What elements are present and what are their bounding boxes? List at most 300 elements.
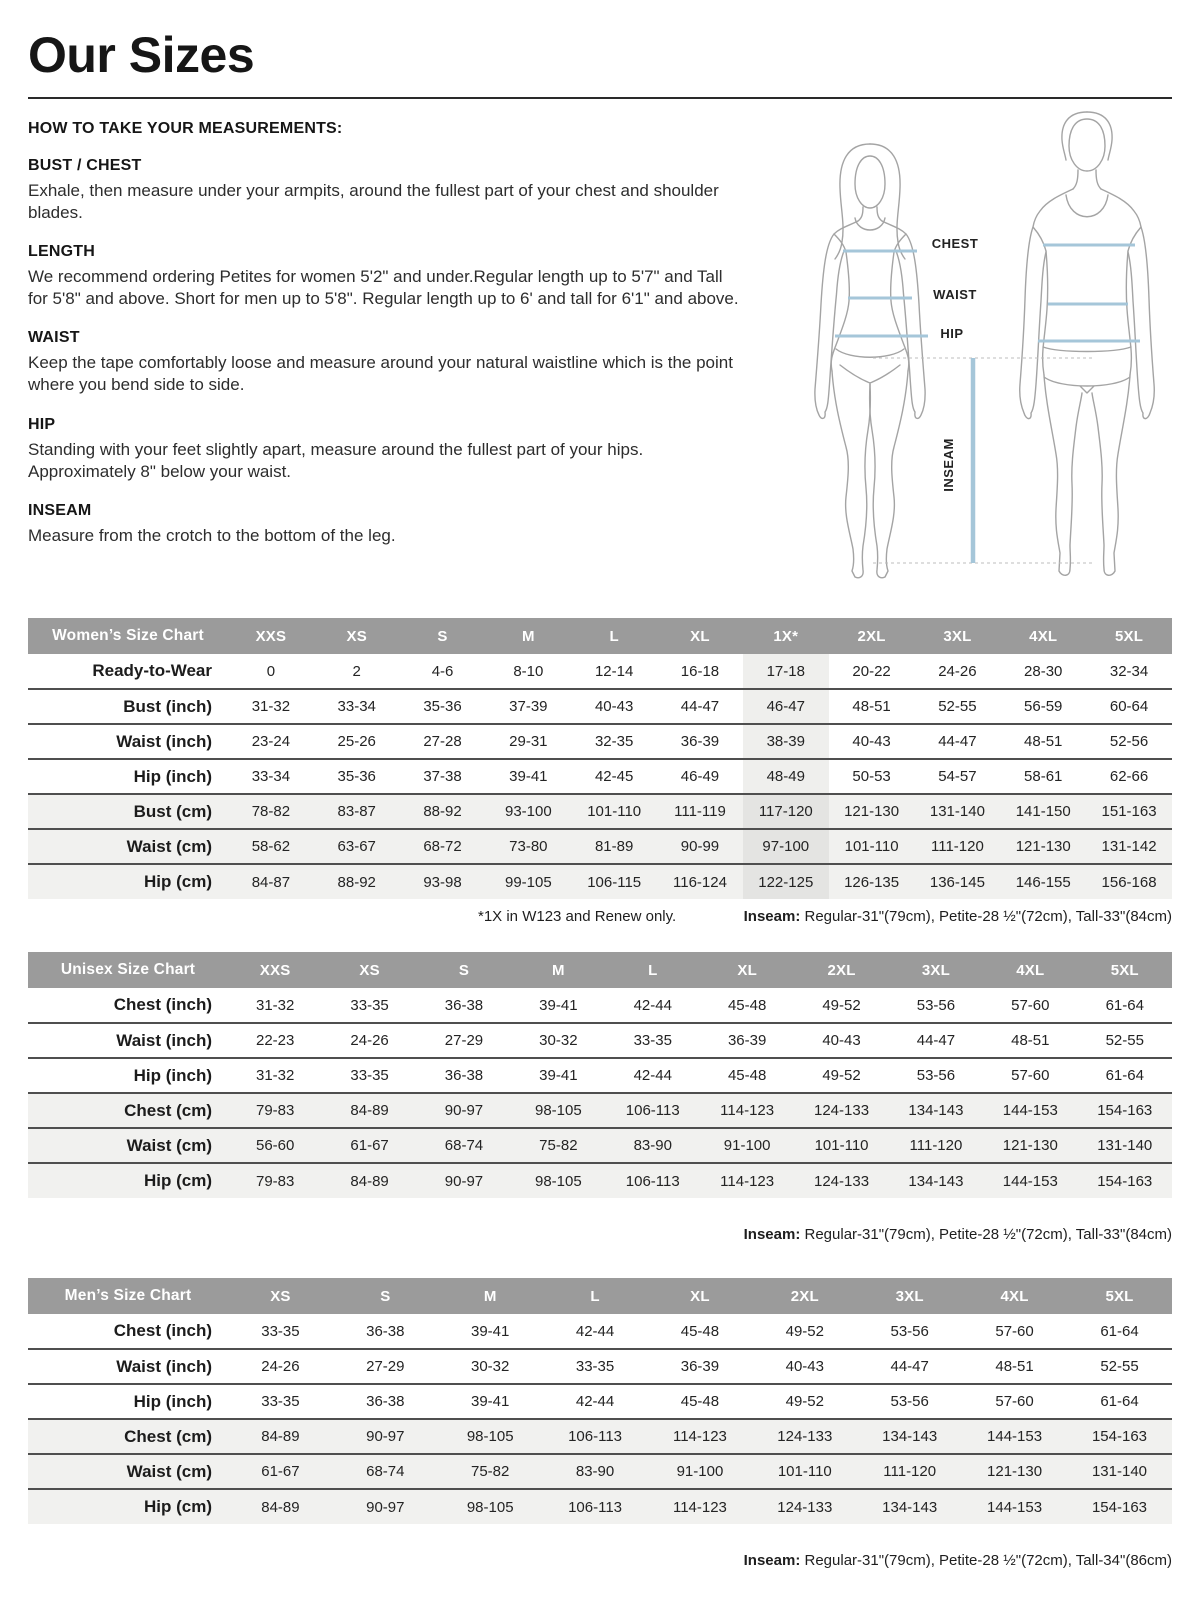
size-cell: 114-123 <box>648 1489 753 1524</box>
size-cell: 33-34 <box>337 698 376 715</box>
size-cell: 144-153 <box>962 1419 1067 1454</box>
row-label: Hip (cm) <box>28 864 228 899</box>
size-cell: 62-66 <box>1109 768 1149 785</box>
size-cell: 30-32 <box>539 1032 578 1049</box>
size-cell: 27-29 <box>444 1032 484 1049</box>
section-body: We recommend ordering Petites for women 5'2" and under.Regular length up to 5'7" and Tall for 5'8" and above. Short for men up to 5'8". Regular length up to 6' and tall for 6'1" and above. <box>28 267 739 309</box>
size-column-header: 3XL <box>889 952 983 988</box>
size-cell: 106-113 <box>543 1489 648 1524</box>
size-column-header: M <box>485 618 571 654</box>
size-cell: 49-52 <box>822 996 861 1014</box>
size-cell: 111-120 <box>857 1454 962 1489</box>
table-row <box>28 1454 1172 1489</box>
size-column-header: XL <box>657 618 743 654</box>
size-cell: 40-43 <box>852 733 891 750</box>
size-cell: 57-60 <box>1011 1067 1050 1084</box>
inseam-label: INSEAM <box>941 438 956 492</box>
size-cell: 93-100 <box>485 794 571 829</box>
inseam-footnote-label: Inseam: <box>743 908 801 925</box>
size-cell: 44-47 <box>938 733 977 750</box>
size-cell: 79-83 <box>228 1163 322 1198</box>
row-label: Hip (inch) <box>133 1391 212 1411</box>
size-cell: 33-35 <box>350 1067 389 1084</box>
table-row <box>28 759 1172 794</box>
size-cell: 90-97 <box>333 1489 438 1524</box>
size-cell: 0 <box>266 662 276 680</box>
size-cell: 91-100 <box>700 1128 794 1163</box>
size-cell: 75-82 <box>438 1454 543 1489</box>
table-row <box>28 724 1172 759</box>
size-cell: 146-155 <box>1000 864 1086 899</box>
section-body: Exhale, then measure under your armpits, around the fullest part of your chest and shoulder blades. <box>28 181 719 223</box>
size-cell: 53-56 <box>890 1393 929 1410</box>
table-title: Men’s Size Chart <box>28 1278 228 1314</box>
row-label: Chest (cm) <box>28 1419 228 1454</box>
size-cell: 50-53 <box>852 768 891 785</box>
row-label: Chest (inch) <box>113 995 212 1014</box>
size-column-header: S <box>417 952 511 988</box>
row-label: Waist (cm) <box>28 829 228 864</box>
size-cell: 101-110 <box>829 829 915 864</box>
table-row <box>28 1128 1172 1163</box>
size-cell: 61-64 <box>1100 1393 1139 1410</box>
size-column-header: L <box>543 1278 648 1314</box>
size-cell: 141-150 <box>1000 794 1086 829</box>
table-row <box>28 1163 1172 1198</box>
size-cell: 61-64 <box>1105 1067 1144 1084</box>
size-cell: 24-26 <box>938 662 977 680</box>
size-cell: 48-49 <box>743 759 829 794</box>
size-cell: 61-67 <box>322 1128 416 1163</box>
size-cell: 30-32 <box>471 1358 510 1375</box>
size-cell: 49-52 <box>822 1067 861 1084</box>
size-cell: 49-52 <box>785 1393 824 1410</box>
instructions-heading: HOW TO TAKE YOUR MEASUREMENTS: <box>28 120 343 137</box>
size-cell: 24-26 <box>350 1032 389 1049</box>
size-cell: 31-32 <box>256 1067 295 1084</box>
size-cell: 22-23 <box>256 1032 295 1049</box>
table-row <box>28 1384 1172 1419</box>
size-cell: 48-51 <box>995 1358 1034 1375</box>
size-cell: 36-38 <box>444 1067 484 1084</box>
size-cell: 53-56 <box>890 1322 929 1340</box>
size-cell: 37-39 <box>509 698 548 715</box>
size-cell: 68-74 <box>333 1454 438 1489</box>
size-cell: 68-72 <box>400 829 486 864</box>
size-cell: 84-89 <box>322 1093 416 1128</box>
unisex-size-chart-table <box>28 952 1172 1198</box>
size-cell: 36-39 <box>680 733 720 750</box>
table-row <box>28 689 1172 724</box>
waist-label: WAIST <box>933 287 977 302</box>
size-column-header: 2XL <box>794 952 888 988</box>
size-cell: 90-97 <box>333 1419 438 1454</box>
size-cell: 33-35 <box>261 1393 300 1410</box>
size-cell: 114-123 <box>700 1163 794 1198</box>
row-label: Bust (cm) <box>28 794 228 829</box>
size-column-header: 5XL <box>1086 618 1172 654</box>
size-column-header: L <box>571 618 657 654</box>
table-row <box>28 1489 1172 1524</box>
size-cell: 83-90 <box>543 1454 648 1489</box>
size-cell: 48-51 <box>1011 1032 1050 1049</box>
size-cell: 134-143 <box>857 1489 962 1524</box>
row-label: Ready-to-Wear <box>92 661 212 680</box>
size-cell: 63-67 <box>314 829 400 864</box>
size-column-header: XS <box>322 952 416 988</box>
size-cell: 61-67 <box>228 1454 333 1489</box>
row-label: Chest (inch) <box>113 1321 212 1340</box>
size-cell: 144-153 <box>962 1489 1067 1524</box>
size-column-header: 1X* <box>743 618 829 654</box>
table-row <box>28 1058 1172 1093</box>
size-cell: 144-153 <box>983 1163 1077 1198</box>
size-column-header: 5XL <box>1078 952 1172 988</box>
size-cell: 116-124 <box>657 864 743 899</box>
section-title: BUST / CHEST <box>28 157 142 174</box>
row-label: Chest (cm) <box>28 1093 228 1128</box>
size-cell: 46-49 <box>680 768 720 785</box>
size-cell: 20-22 <box>852 662 891 680</box>
size-cell: 33-35 <box>575 1358 615 1375</box>
row-label: Waist (inch) <box>116 731 212 751</box>
table-title: Women’s Size Chart <box>28 618 228 654</box>
row-label: Hip (cm) <box>28 1163 228 1198</box>
size-cell: 122-125 <box>743 864 829 899</box>
size-cell: 154-163 <box>1067 1489 1172 1524</box>
unisex-inseam-footnote <box>744 1226 1172 1243</box>
size-cell: 40-43 <box>822 1032 861 1049</box>
size-cell: 53-56 <box>916 1067 956 1084</box>
size-cell: 38-39 <box>743 724 829 759</box>
table-row <box>28 654 1172 689</box>
size-cell: 57-60 <box>1011 996 1050 1014</box>
size-cell: 90-97 <box>417 1093 511 1128</box>
size-column-header: XS <box>228 1278 333 1314</box>
size-cell: 124-133 <box>794 1093 888 1128</box>
inseam-footnote-label: Inseam: <box>743 1552 801 1569</box>
size-cell: 39-41 <box>471 1393 510 1410</box>
row-label: Hip (inch) <box>133 766 212 786</box>
size-cell: 44-47 <box>890 1358 929 1375</box>
size-cell: 48-51 <box>852 698 891 715</box>
size-cell: 98-105 <box>438 1489 543 1524</box>
inseam-footnote-text: Regular-31"(79cm), Petite-28 ½"(72cm), Tall-33"(84cm) <box>800 1226 1172 1243</box>
table-row <box>28 1419 1172 1454</box>
size-cell: 56-60 <box>228 1128 322 1163</box>
female-figure <box>815 144 925 578</box>
size-column-header: XS <box>314 618 400 654</box>
instruction-section-waist <box>28 329 746 396</box>
size-column-header: S <box>333 1278 438 1314</box>
size-cell: 121-130 <box>829 794 915 829</box>
size-cell: 35-36 <box>337 768 376 785</box>
size-cell: 58-62 <box>228 829 314 864</box>
size-cell: 111-120 <box>915 829 1001 864</box>
table-row <box>28 1023 1172 1058</box>
size-cell: 81-89 <box>571 829 657 864</box>
row-label: Waist (inch) <box>116 1356 212 1376</box>
size-cell: 117-120 <box>743 794 829 829</box>
row-label: Waist (inch) <box>116 1030 212 1050</box>
size-cell: 49-52 <box>785 1322 824 1340</box>
size-cell: 29-31 <box>509 733 548 750</box>
body-figures-illustration <box>770 108 1162 590</box>
size-cell: 126-135 <box>829 864 915 899</box>
womens-inseam-footnote <box>744 908 1172 925</box>
size-cell: 53-56 <box>916 996 956 1014</box>
womens-size-chart-table <box>28 618 1172 899</box>
size-cell: 75-82 <box>511 1128 605 1163</box>
size-cell: 136-145 <box>915 864 1001 899</box>
size-cell: 124-133 <box>794 1163 888 1198</box>
size-cell: 31-32 <box>256 996 295 1014</box>
size-cell: 144-153 <box>983 1093 1077 1128</box>
size-cell: 36-39 <box>680 1358 720 1375</box>
size-cell: 101-110 <box>752 1454 857 1489</box>
male-figure <box>1020 112 1155 575</box>
size-cell: 73-80 <box>485 829 571 864</box>
size-cell: 8-10 <box>513 662 544 680</box>
size-cell: 101-110 <box>794 1128 888 1163</box>
size-column-header: 4XL <box>983 952 1077 988</box>
size-cell: 36-39 <box>727 1032 767 1049</box>
size-cell: 83-87 <box>314 794 400 829</box>
size-cell: 40-43 <box>594 698 634 715</box>
size-cell: 151-163 <box>1086 794 1172 829</box>
size-cell: 121-130 <box>1000 829 1086 864</box>
size-cell: 91-100 <box>648 1454 753 1489</box>
size-cell: 134-143 <box>857 1419 962 1454</box>
size-cell: 36-38 <box>366 1393 405 1410</box>
table-row <box>28 864 1172 899</box>
size-column-header: 4XL <box>1000 618 1086 654</box>
table-row <box>28 829 1172 864</box>
size-column-header: M <box>511 952 605 988</box>
size-column-header: M <box>438 1278 543 1314</box>
size-cell: 60-64 <box>1109 698 1149 715</box>
size-cell: 131-140 <box>1067 1454 1172 1489</box>
size-cell: 93-98 <box>400 864 486 899</box>
section-body: Standing with your feet slightly apart, measure around the fullest part of your hips. Approximately 8" below your waist. <box>28 439 644 481</box>
row-label: Waist (cm) <box>28 1128 228 1163</box>
size-cell: 68-74 <box>417 1128 511 1163</box>
size-column-header: 2XL <box>829 618 915 654</box>
size-cell: 31-32 <box>251 698 291 715</box>
size-cell: 36-38 <box>366 1322 405 1340</box>
size-cell: 61-64 <box>1100 1322 1139 1340</box>
size-cell: 106-113 <box>606 1163 700 1198</box>
size-cell: 106-113 <box>606 1093 700 1128</box>
size-cell: 32-35 <box>594 733 634 750</box>
size-cell: 25-26 <box>337 733 376 750</box>
size-cell: 106-115 <box>571 864 657 899</box>
size-cell: 99-105 <box>485 864 571 899</box>
size-column-header: 5XL <box>1067 1278 1172 1314</box>
size-cell: 134-143 <box>889 1093 983 1128</box>
size-cell: 131-140 <box>1078 1128 1172 1163</box>
size-cell: 57-60 <box>995 1322 1034 1340</box>
table-row <box>28 794 1172 829</box>
section-body: Measure from the crotch to the bottom of the leg. <box>28 525 396 545</box>
size-cell: 24-26 <box>261 1358 300 1375</box>
size-cell: 46-47 <box>743 689 829 724</box>
size-cell: 98-105 <box>511 1163 605 1198</box>
size-cell: 28-30 <box>1024 662 1063 680</box>
instruction-section-bust-chest <box>28 157 746 224</box>
row-label: Waist (cm) <box>28 1454 228 1489</box>
measurement-instructions <box>28 120 746 547</box>
size-cell: 84-87 <box>228 864 314 899</box>
size-cell: 124-133 <box>752 1489 857 1524</box>
size-column-header: XXS <box>228 618 314 654</box>
size-cell: 36-38 <box>444 996 484 1014</box>
chest-label: CHEST <box>931 236 979 251</box>
size-cell: 17-18 <box>743 654 829 689</box>
size-cell: 40-43 <box>785 1358 824 1375</box>
title-divider <box>28 97 1172 99</box>
section-title: INSEAM <box>28 501 92 519</box>
size-cell: 37-38 <box>423 768 462 785</box>
table-row <box>28 1314 1172 1349</box>
size-cell: 39-41 <box>471 1322 510 1340</box>
size-cell: 124-133 <box>752 1419 857 1454</box>
size-cell: 33-35 <box>633 1032 672 1049</box>
size-column-header: S <box>400 618 486 654</box>
size-column-header: 3XL <box>857 1278 962 1314</box>
size-cell: 101-110 <box>571 794 657 829</box>
size-cell: 33-35 <box>350 996 389 1014</box>
size-cell: 42-45 <box>594 768 634 785</box>
size-cell: 156-168 <box>1086 864 1172 899</box>
measurement-diagram <box>770 108 1162 590</box>
section-title: WAIST <box>28 329 80 347</box>
size-cell: 42-44 <box>633 1067 672 1084</box>
size-column-header: 3XL <box>915 618 1001 654</box>
size-cell: 84-89 <box>228 1419 333 1454</box>
size-cell: 79-83 <box>228 1093 322 1128</box>
size-cell: 111-120 <box>889 1128 983 1163</box>
size-cell: 98-105 <box>511 1093 605 1128</box>
size-cell: 44-47 <box>680 698 720 715</box>
size-cell: 106-113 <box>543 1419 648 1454</box>
size-cell: 134-143 <box>889 1163 983 1198</box>
size-cell: 90-99 <box>657 829 743 864</box>
size-cell: 131-142 <box>1086 829 1172 864</box>
size-cell: 45-48 <box>727 1067 767 1084</box>
size-cell: 45-48 <box>680 1322 720 1340</box>
size-column-header: XL <box>700 952 794 988</box>
size-cell: 16-18 <box>680 662 720 680</box>
table-row <box>28 988 1172 1023</box>
size-cell: 45-48 <box>680 1393 720 1410</box>
size-cell: 90-97 <box>417 1163 511 1198</box>
size-column-header: XL <box>648 1278 753 1314</box>
size-cell: 2 <box>352 662 361 680</box>
inseam-footnote-label: Inseam: <box>743 1226 801 1243</box>
size-cell: 27-29 <box>366 1358 405 1375</box>
instruction-section-inseam <box>28 502 746 547</box>
size-cell: 35-36 <box>423 698 462 715</box>
row-label: Hip (cm) <box>28 1489 228 1524</box>
page-title: Our Sizes <box>28 27 255 83</box>
size-column-header: L <box>606 952 700 988</box>
size-cell: 42-44 <box>575 1322 615 1340</box>
mens-size-chart-table <box>28 1278 1172 1524</box>
section-title: HIP <box>28 415 56 433</box>
table-title: Unisex Size Chart <box>28 952 228 988</box>
size-cell: 121-130 <box>962 1454 1067 1489</box>
section-title: LENGTH <box>28 243 95 261</box>
table-row <box>28 1093 1172 1128</box>
size-cell: 97-100 <box>743 829 829 864</box>
size-cell: 52-55 <box>1100 1358 1139 1375</box>
size-cell: 98-105 <box>438 1419 543 1454</box>
row-label: Bust (inch) <box>123 696 212 716</box>
size-column-header: 4XL <box>962 1278 1067 1314</box>
size-cell: 61-64 <box>1105 996 1144 1014</box>
size-cell: 42-44 <box>633 996 672 1014</box>
size-cell: 121-130 <box>983 1128 1077 1163</box>
size-cell: 52-55 <box>938 698 977 715</box>
size-cell: 111-119 <box>657 794 743 829</box>
size-cell: 52-56 <box>1109 733 1149 750</box>
instruction-section-length <box>28 243 746 310</box>
instruction-section-hip <box>28 416 746 483</box>
size-cell: 131-140 <box>915 794 1001 829</box>
size-cell: 154-163 <box>1067 1419 1172 1454</box>
size-cell: 33-34 <box>251 768 291 785</box>
size-cell: 33-35 <box>261 1322 300 1340</box>
size-cell: 23-24 <box>251 733 291 750</box>
size-cell: 88-92 <box>314 864 400 899</box>
size-cell: 27-28 <box>423 733 462 750</box>
womens-1x-footnote: *1X in W123 and Renew only. <box>478 908 677 925</box>
size-cell: 42-44 <box>575 1393 615 1410</box>
size-cell: 48-51 <box>1024 733 1063 750</box>
inseam-footnote-text: Regular-31"(79cm), Petite-28 ½"(72cm), Tall-34"(86cm) <box>800 1552 1172 1569</box>
size-cell: 58-61 <box>1024 768 1063 785</box>
section-body: Keep the tape comfortably loose and measure around your natural waistline which is the point where you bend side to side. <box>28 353 733 395</box>
size-cell: 44-47 <box>916 1032 956 1049</box>
size-cell: 39-41 <box>539 1067 578 1084</box>
size-cell: 57-60 <box>995 1393 1034 1410</box>
size-cell: 154-163 <box>1078 1093 1172 1128</box>
size-cell: 32-34 <box>1109 662 1149 680</box>
inseam-footnote-text: Regular-31"(79cm), Petite-28 ½"(72cm), Tall-33"(84cm) <box>800 908 1172 925</box>
size-cell: 84-89 <box>228 1489 333 1524</box>
size-cell: 4-6 <box>431 662 454 680</box>
size-cell: 12-14 <box>594 662 634 680</box>
size-cell: 56-59 <box>1024 698 1063 715</box>
mens-inseam-footnote <box>744 1552 1172 1569</box>
size-column-header: XXS <box>228 952 322 988</box>
size-cell: 83-90 <box>606 1128 700 1163</box>
size-cell: 84-89 <box>322 1163 416 1198</box>
size-cell: 52-55 <box>1105 1032 1144 1049</box>
size-cell: 39-41 <box>509 768 548 785</box>
size-column-header: 2XL <box>752 1278 857 1314</box>
size-cell: 114-123 <box>648 1419 753 1454</box>
size-cell: 154-163 <box>1078 1163 1172 1198</box>
size-cell: 54-57 <box>938 768 977 785</box>
hip-label: HIP <box>940 326 964 341</box>
row-label: Hip (inch) <box>133 1065 212 1085</box>
table-row <box>28 1349 1172 1384</box>
size-cell: 78-82 <box>228 794 314 829</box>
size-cell: 39-41 <box>539 996 578 1014</box>
size-cell: 114-123 <box>700 1093 794 1128</box>
